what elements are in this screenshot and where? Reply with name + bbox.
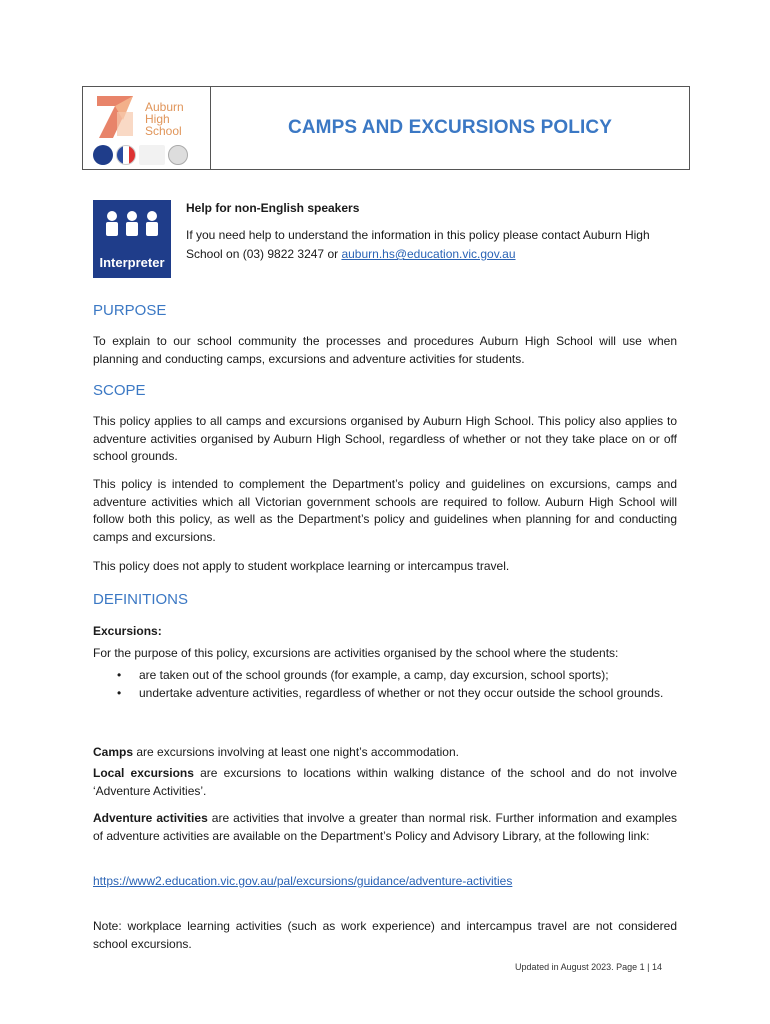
email-link[interactable]: auburn.hs@education.vic.gov.au [341, 247, 516, 261]
header-table [82, 86, 690, 170]
page-footer: Updated in August 2023. Page 1 | 14 [515, 962, 662, 972]
list-item: • are taken out of the school grounds (for example, a camp, day excursion, school sports); [117, 668, 609, 682]
interpreter-icon: Interpreter [93, 200, 171, 278]
scope-paragraph-2: This policy is intended to complement the Department’s policy and guidelines on excursions, camps and adventure activities which all Victorian government schools are required to follow. Auburn High School will follow both this policy, as well as the Department’s policy and guidelines when planning for and conducting camps and excursions. [93, 477, 677, 544]
scope-heading: SCOPE [93, 382, 146, 399]
france-flag-icon [116, 145, 136, 165]
school-logo-mark-icon [93, 92, 143, 142]
school-logo-text: Auburn High School [145, 100, 184, 138]
help-title: Help for non-English speakers [186, 201, 360, 215]
excursions-label: Excursions: [93, 624, 162, 638]
local-excursions-definition: Local excursions are excursions to locations within walking distance of the school and do not involve ‘Adventure Activities’. [93, 766, 678, 798]
excursions-intro: For the purpose of this policy, excursions are activities organised by the school where the students: [93, 646, 619, 660]
list-item: • undertake adventure activities, regardless of whether or not they occur outside the school grounds. [117, 685, 664, 700]
adventure-activities-link[interactable]: https://www2.education.vic.gov.au/pal/excursions/guidance/adventure-activities [93, 874, 513, 888]
afl-badge-icon [139, 145, 165, 165]
help-text: If you need help to understand the information in this policy please contact Auburn High School on (03) 9822 3247 or auburn.hs@education.vic.gov.au [186, 228, 650, 261]
people-icon [93, 200, 171, 252]
note-text: Note: workplace learning activities (such as work experience) and intercampus travel are not considered school excursions. [93, 919, 677, 951]
adventure-activities-link-line [93, 873, 677, 891]
scope-paragraph-3: This policy does not apply to student workplace learning or intercampus travel. [93, 559, 510, 573]
logo-badges [93, 145, 188, 165]
definitions-heading: DEFINITIONS [93, 591, 189, 608]
purpose-text: To explain to our school community the processes and procedures Auburn High School will use when planning and conducting camps, excursions and adventure activities for students. [93, 334, 677, 366]
school-logo [83, 87, 211, 169]
excursions-bullet-list [93, 667, 677, 702]
page-title: CAMPS AND EXCURSIONS POLICY [288, 117, 612, 138]
scope-paragraph-1: This policy applies to all camps and excursions organised by Auburn High School. This policy also applies to adventure activities organised by Auburn High School, regardless of whether or not they take place on or off school grounds. [93, 414, 677, 463]
camps-definition: Camps are excursions involving at least one night’s accommodation. [93, 745, 459, 759]
seal-badge-icon [168, 145, 188, 165]
purpose-heading: PURPOSE [93, 302, 167, 319]
australia-flag-icon [93, 145, 113, 165]
adventure-activities-definition: Adventure activities are activities that involve a greater than normal risk. Further information and examples of adventure activities are available on the Department’s Policy and Advisory Library, at the following link: [93, 811, 678, 843]
